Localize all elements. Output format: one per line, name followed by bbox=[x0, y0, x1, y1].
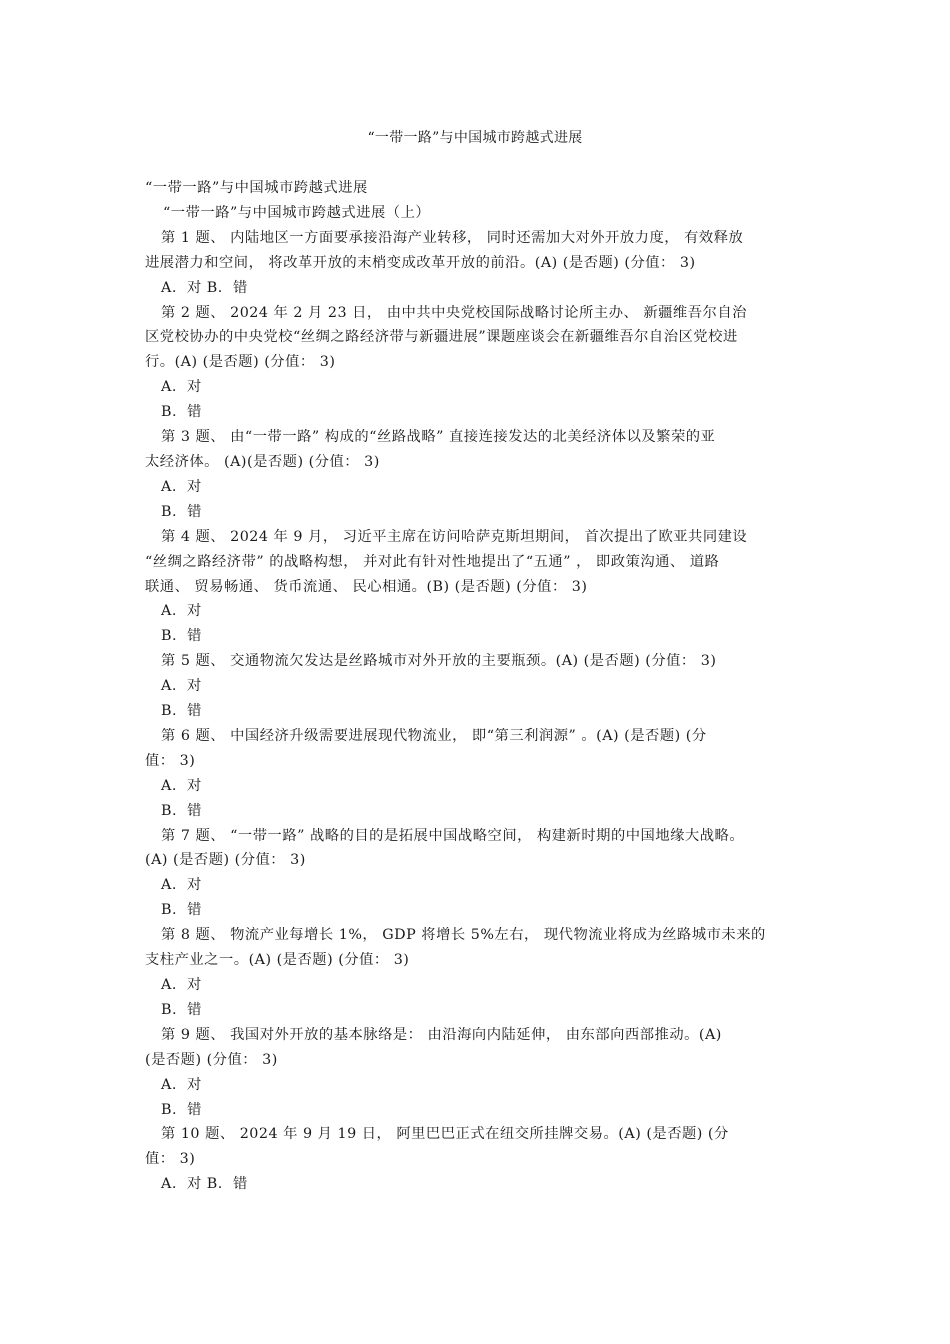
answer-option: B. 错 bbox=[161, 404, 202, 421]
question-item bbox=[145, 301, 813, 426]
section-subheading: “一带一路”与中国城市跨越式进展（上） bbox=[163, 204, 431, 221]
question-item bbox=[145, 226, 813, 301]
question-text-line: 第 1 题、 内陆地区一方面要承接沿海产业转移， 同时还需加大对外开放力度， 有效释放 bbox=[161, 229, 744, 246]
question-text-line: 值： 3) bbox=[145, 1151, 196, 1168]
question-text-line: 太经济体。 (A)(是否题) (分值： 3) bbox=[145, 453, 380, 470]
question-text-line: (是否题) (分值： 3) bbox=[145, 1051, 278, 1068]
question-text-line: 联通、 贸易畅通、 货币流通、 民心相通。(B) (是否题) (分值： 3) bbox=[145, 578, 588, 595]
answer-option: B. 错 bbox=[161, 1101, 202, 1118]
document-body bbox=[145, 176, 813, 1197]
question-text-line: 第 2 题、 2024 年 2 月 23 日， 由中共中央党校国际战略讨论所主办、 新疆维吾尔自治 bbox=[161, 304, 747, 321]
question-text-line: 第 9 题、 我国对外开放的基本脉络是： 由沿海向内陆延伸， 由东部向西部推动。(A) bbox=[161, 1026, 722, 1043]
answer-option: A. 对 bbox=[161, 478, 202, 495]
answer-option: A. 对 B. 错 bbox=[161, 279, 248, 296]
answer-option: A. 对 bbox=[161, 379, 202, 396]
answer-option: B. 错 bbox=[161, 628, 202, 645]
question-item bbox=[145, 724, 813, 824]
answer-option: A. 对 bbox=[161, 603, 202, 620]
answer-option: A. 对 bbox=[161, 1076, 202, 1093]
answer-option: A. 对 bbox=[161, 777, 202, 794]
answer-option: B. 错 bbox=[161, 902, 202, 919]
section-heading: “一带一路”与中国城市跨越式进展 bbox=[145, 180, 368, 196]
question-text-line: 第 3 题、 由“一带一路” 构成的“丝路战略” 直接连接发达的北美经济体以及繁荣的亚 bbox=[161, 429, 716, 446]
answer-option: B. 错 bbox=[161, 503, 202, 520]
answer-option: A. 对 bbox=[161, 877, 202, 894]
answer-option: B. 错 bbox=[161, 802, 202, 819]
question-item bbox=[145, 1122, 813, 1197]
question-item bbox=[145, 525, 813, 650]
question-text-line: 第 8 题、 物流产业每增长 1%， GDP 将增长 5%左右， 现代物流业将成为丝路城市未来的 bbox=[161, 927, 766, 944]
answer-option: A. 对 B. 错 bbox=[161, 1176, 248, 1193]
question-text-line: 第 4 题、 2024 年 9 月， 习近平主席在访问哈萨克斯坦期间， 首次提出了欧亚共同建设 bbox=[161, 528, 748, 545]
question-item bbox=[145, 649, 813, 724]
question-text-line: 区党校协办的中央党校“丝绸之路经济带与新疆进展”课题座谈会在新疆维吾尔自治区党校进 bbox=[145, 329, 738, 346]
answer-option: B. 错 bbox=[161, 703, 202, 720]
question-text-line: 行。(A) (是否题) (分值： 3) bbox=[145, 354, 336, 371]
question-text-line: 第 7 题、 “一带一路” 战略的目的是拓展中国战略空间， 构建新时期的中国地缘大战略。 bbox=[161, 827, 745, 844]
question-item bbox=[145, 425, 813, 525]
question-text-line: 第 6 题、 中国经济升级需要进展现代物流业， 即“第三利润源” 。(A) (是否题) (分 bbox=[161, 727, 707, 744]
question-item bbox=[145, 1023, 813, 1123]
question-text-line: “丝绸之路经济带” 的战略构想， 并对此有针对性地提出了“五通” ， 即政策沟通、 道路 bbox=[145, 553, 720, 570]
question-item bbox=[145, 923, 813, 1023]
question-text-line: 支柱产业之一。(A) (是否题) (分值： 3) bbox=[145, 952, 410, 969]
question-text-line: 进展潜力和空间， 将改革开放的末梢变成改革开放的前沿。(A) (是否题) (分值： 3) bbox=[145, 254, 696, 271]
question-text-line: 值： 3) bbox=[145, 752, 196, 769]
answer-option: A. 对 bbox=[161, 977, 202, 993]
answer-option: B. 错 bbox=[161, 1001, 202, 1018]
question-text-line: (A) (是否题) (分值： 3) bbox=[145, 852, 306, 869]
document-title: “一带一路”与中国城市跨越式进展 bbox=[367, 130, 583, 146]
answer-option: A. 对 bbox=[161, 678, 202, 695]
question-list bbox=[145, 226, 813, 1197]
question-text-line: 第 5 题、 交通物流欠发达是丝路城市对外开放的主要瓶颈。(A) (是否题) (分值： 3) bbox=[161, 653, 717, 670]
question-text-line: 第 10 题、 2024 年 9 月 19 日， 阿里巴巴正式在纽交所挂牌交易。(A) (是否题) (分 bbox=[161, 1126, 729, 1143]
question-item bbox=[145, 824, 813, 924]
